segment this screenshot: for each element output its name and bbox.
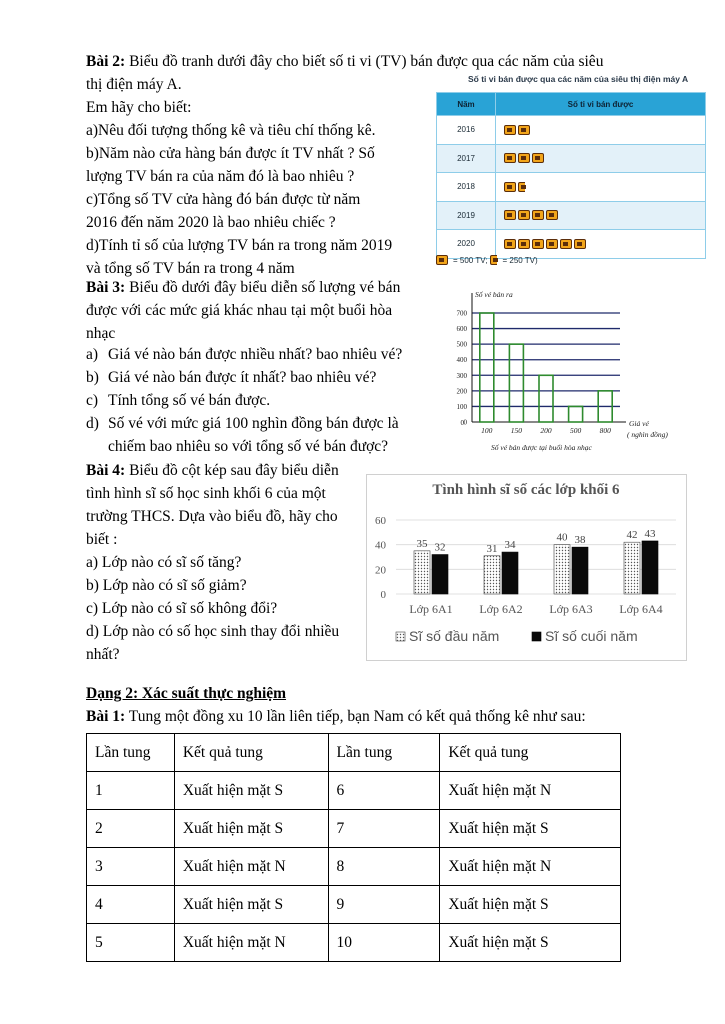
tv-row: [437, 230, 706, 259]
bai3-item-text: Tính tổng số vé bán được.: [108, 392, 271, 409]
table-cell: 4: [87, 886, 175, 924]
bai4-line: biết :: [86, 531, 118, 548]
table-cell: 10: [328, 924, 440, 962]
table-row: [87, 924, 621, 962]
ticket-ytick: 600: [456, 325, 467, 334]
ticket-xtick: 100: [481, 426, 493, 435]
class-ytick: 40: [375, 539, 386, 552]
tv-row-year: 2019: [437, 201, 496, 230]
tv-col-count: Số ti vi bán được: [496, 93, 706, 116]
legend-swatch-start: [396, 632, 405, 641]
class-xtick: Lớp 6A2: [479, 602, 523, 616]
table-cell: 3: [87, 848, 175, 886]
bai3-item-marker: a): [86, 346, 99, 363]
table-cell: 8: [328, 848, 440, 886]
bai4-line: trường THCS. Dựa vào biểu đồ, hãy cho: [86, 508, 338, 525]
class-chart-title: Tình hình sĩ số các lớp khối 6: [432, 482, 620, 498]
bai3-label: Bài 3:: [86, 279, 126, 296]
class-chart: [366, 474, 687, 661]
tv-icon: [546, 210, 558, 220]
table-cell: Xuất hiện mặt S: [440, 886, 621, 924]
bai2-line: d)Tính tỉ số của lượng TV bán ra trong năm 2019: [86, 237, 393, 254]
table-cell: 9: [328, 886, 440, 924]
tv-row-icons: [496, 173, 706, 202]
bai3-item-marker: d): [86, 415, 99, 432]
bai4-line: d) Lớp nào có số học sinh thay đổi nhiều: [86, 623, 340, 640]
tv-row: [437, 173, 706, 202]
tv-row: [437, 201, 706, 230]
table-cell: 6: [328, 772, 440, 810]
class-data-label: 35: [416, 537, 428, 550]
tv-row-year: 2016: [437, 116, 496, 145]
ticket-xlabel-1: Giá vé: [629, 419, 649, 428]
class-xtick: Lớp 6A4: [619, 602, 663, 616]
ticket-bar: [539, 375, 553, 422]
table-cell: Xuất hiện mặt N: [174, 848, 328, 886]
tv-icon: [518, 125, 530, 135]
ticket-ytick: 500: [456, 340, 467, 349]
ticket-xtick: 500: [569, 426, 582, 435]
ticket-xtick: 800: [599, 426, 611, 435]
bai2-line-1: [86, 52, 658, 72]
table-cell: Xuất hiện mặt S: [440, 924, 621, 962]
class-bar-end: [572, 547, 588, 594]
class-ytick: 60: [375, 515, 386, 527]
tv-icon: [532, 210, 544, 220]
tv-row: [437, 144, 706, 173]
bai2-line: b)Năm nào cửa hàng bán được ít TV nhất ? Số: [86, 145, 375, 162]
ticket-bar: [569, 406, 583, 422]
table-header-cell: Kết quả tung: [440, 734, 621, 772]
bai4-line-1: [86, 461, 339, 481]
bai2-text-2: thị điện máy A.: [86, 76, 182, 93]
table-row: [87, 810, 621, 848]
tv-icon: [532, 239, 544, 249]
class-bar-end: [502, 552, 518, 594]
ticket-origin: 0: [460, 419, 464, 427]
tv-icon: [518, 210, 530, 220]
tv-row-year: 2020: [437, 230, 496, 259]
tv-icon: [546, 239, 558, 249]
table-cell: 2: [87, 810, 175, 848]
class-bar-start: [624, 542, 640, 594]
bai4-line: nhất?: [86, 646, 120, 663]
tv-icon: [504, 210, 516, 220]
tv-row-icons: [496, 144, 706, 173]
tv-icon: [560, 239, 572, 249]
table-header-cell: Lần tung: [87, 734, 175, 772]
ticket-caption: Số vé bán được tại buổi hòa nhạc: [491, 443, 592, 452]
tv-icon: [518, 239, 530, 249]
table-cell: Xuất hiện mặt N: [440, 848, 621, 886]
table-cell: 5: [87, 924, 175, 962]
bai4-line: b) Lớp nào có sĩ số giảm?: [86, 577, 247, 594]
tv-row-year: 2018: [437, 173, 496, 202]
class-data-label: 43: [644, 527, 656, 540]
bai3-text-3: nhạc: [86, 325, 116, 342]
bai4-line: tình hình sĩ số học sinh khối 6 của một: [86, 485, 326, 502]
tv-icon: [504, 239, 516, 249]
bai2-line: và tổng số TV bán ra trong 4 năm: [86, 260, 295, 277]
legend-label-start: Sĩ số đầu năm: [409, 628, 500, 644]
tv-icon: [504, 182, 516, 192]
bai4-label: Bài 4:: [86, 462, 126, 479]
class-data-label: 40: [556, 531, 568, 544]
ticket-chart: [436, 280, 706, 460]
bai4-line: a) Lớp nào có sĩ số tăng?: [86, 554, 242, 571]
table-cell: Xuất hiện mặt N: [440, 772, 621, 810]
table-cell: Xuất hiện mặt S: [174, 772, 328, 810]
ticket-ytick: 200: [456, 387, 467, 396]
dang2-bai1-text: Tung một đồng xu 10 lần liên tiếp, bạn Nam có kết quả thống kê như sau:: [125, 708, 586, 725]
tv-icon: [504, 125, 516, 135]
tv-icon: [574, 239, 586, 249]
class-data-label: 31: [486, 542, 498, 555]
bai2-text-1: Biểu đồ tranh dưới đây cho biết số ti vi (TV) bán được qua các năm của siêu: [125, 53, 604, 70]
table-cell: Xuất hiện mặt S: [174, 810, 328, 848]
bai3-item-d-cont: chiếm bao nhiêu so với tổng số vé bán được?: [108, 438, 389, 455]
ticket-ytick: 300: [456, 371, 467, 380]
class-bar-start: [554, 545, 570, 594]
class-data-label: 42: [626, 529, 638, 542]
bai2-label: Bài 2:: [86, 53, 126, 70]
class-ytick: 0: [380, 589, 386, 601]
ticket-bar: [509, 344, 523, 422]
bai2-line: Em hãy cho biết:: [86, 99, 192, 116]
table-header-cell: Lần tung: [328, 734, 440, 772]
bai3-item-text: Giá vé nào bán được ít nhất? bao nhiêu vé?: [108, 369, 377, 386]
bai2-line: c)Tổng số TV cửa hàng đó bán được từ năm: [86, 191, 361, 208]
ticket-xlabel-2: ( nghìn đồng): [627, 430, 668, 439]
tv-legend-half: = 250 TV): [502, 255, 538, 265]
bai4-text-1: Biểu đồ cột kép sau đây biểu diễn: [125, 462, 339, 479]
table-header-row: [87, 734, 621, 772]
tv-row-icons: [496, 201, 706, 230]
legend-label-end: Sĩ số cuối năm: [545, 628, 638, 644]
class-data-label: 32: [434, 541, 446, 554]
bai4-line: c) Lớp nào có sĩ số không đổi?: [86, 600, 278, 617]
dang2-bai1-label: Bài 1:: [86, 708, 126, 725]
class-bar-end: [432, 555, 448, 594]
tv-row-icons: [496, 116, 706, 145]
tv-legend-full: = 500 TV;: [453, 255, 488, 265]
half-tv-icon: [490, 255, 497, 265]
ticket-ytick: 700: [456, 309, 467, 318]
class-bar-start: [414, 551, 430, 594]
tv-icon: [504, 153, 516, 163]
ticket-bar: [480, 313, 494, 422]
table-row: [87, 772, 621, 810]
table-cell: Xuất hiện mặt S: [174, 886, 328, 924]
table-cell: 7: [328, 810, 440, 848]
tv-pictogram-table: [436, 92, 706, 259]
tv-icon: [532, 153, 544, 163]
bai2-line: a)Nêu đối tượng thống kê và tiêu chí thống kê.: [86, 122, 376, 139]
tv-row-icons: [496, 230, 706, 259]
tv-icon: [436, 255, 448, 265]
bai3-item-marker: b): [86, 369, 99, 386]
tv-icon: [518, 153, 530, 163]
table-cell: 1: [87, 772, 175, 810]
bai3-text-1: Biểu đồ dưới đây biểu diễn số lượng vé bán: [125, 279, 401, 296]
table-cell: Xuất hiện mặt N: [174, 924, 328, 962]
bai2-line: 2016 đến năm 2020 là bao nhiêu chiếc ?: [86, 214, 336, 231]
tv-row-year: 2017: [437, 144, 496, 173]
bai3-text-2: được với các mức giá khác nhau tại một buổi hòa: [86, 302, 393, 319]
tv-col-year: Năm: [437, 93, 496, 116]
half-tv-icon: [518, 182, 525, 192]
class-data-label: 34: [504, 539, 516, 552]
class-data-label: 38: [574, 534, 586, 547]
class-bar-end: [642, 541, 658, 594]
bai3-item-text: Giá vé nào bán được nhiều nhất? bao nhiêu vé?: [108, 346, 403, 363]
ticket-xtick: 200: [540, 426, 552, 435]
table-header-cell: Kết quả tung: [174, 734, 328, 772]
coin-toss-table: [86, 733, 621, 962]
legend-swatch-end: [532, 632, 541, 641]
bai2-line: lượng TV bán ra của năm đó là bao nhiêu ?: [86, 168, 355, 185]
dang2-heading: Dạng 2: Xác suất thực nghiệm: [86, 685, 287, 702]
ticket-xtick: 150: [510, 426, 523, 435]
tv-row: [437, 116, 706, 145]
table-row: [87, 886, 621, 924]
class-bar-start: [484, 556, 500, 594]
class-ytick: 20: [375, 564, 386, 577]
tv-chart-title: Số ti vi bán được qua các năm của siêu thị điện máy A: [468, 74, 689, 84]
tv-legend: [436, 255, 538, 265]
ticket-ytick: 0: [463, 418, 467, 427]
class-xtick: Lớp 6A3: [549, 602, 593, 616]
table-row: [87, 848, 621, 886]
bai3-line-1: [86, 278, 430, 298]
table-cell: Xuất hiện mặt S: [440, 810, 621, 848]
ticket-ytick: 400: [456, 356, 467, 365]
bai3-item-text: Số vé với mức giá 100 nghìn đồng bán được là: [108, 415, 399, 432]
class-xtick: Lớp 6A1: [409, 602, 453, 616]
ticket-ytick: 100: [456, 402, 467, 411]
dang2-bai1: [86, 707, 586, 727]
ticket-ylabel: Số vé bán ra: [475, 290, 513, 299]
bai3-item-marker: c): [86, 392, 99, 409]
